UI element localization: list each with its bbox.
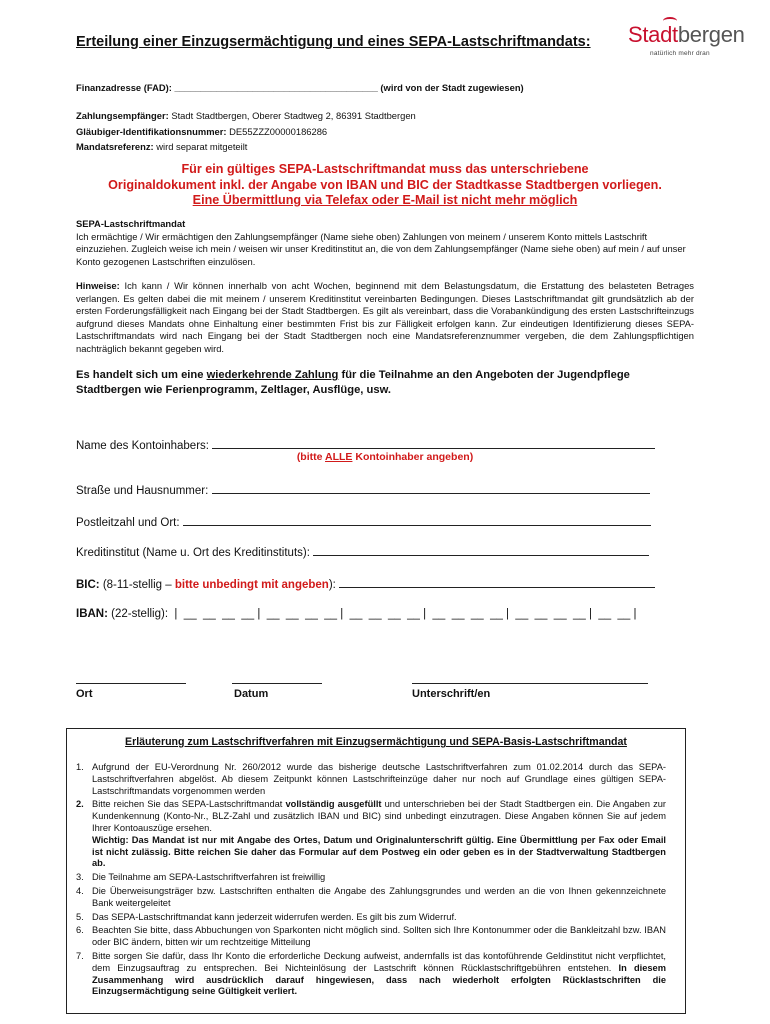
recurring-payment-note: Es handelt sich um eine wiederkehrende Zahlung für die Teilnahme an den Angeboten der Jugendpflege Stadtbergen wie Ferienprogramm, Zeltlager, Ausflüge, usw. — [76, 369, 630, 396]
mandate-heading: SEPA-Lastschriftmandat — [76, 218, 186, 229]
mandate-text: Ich ermächtige / Wir ermächtigen den Zahlungsempfänger (Name siehe oben) Zahlungen von meinem / unserem Konto mittels Lastschrift einzuziehen. Zugleich weise ich mein / weisen wir unser Kreditinstitut an, die von dem Zahlungsempfänger (Name siehe oben) auf mein / auf unser Konto gezogenen Lastschriften einzulösen. — [76, 230, 686, 267]
explanation-title: Erläuterung zum Lastschriftverfahren mit Einzugsermächtigung und SEPA-Basis-Lastschriftmandat — [125, 736, 627, 748]
hint-paragraph: Hinweise: Ich kann / Wir können innerhalb von acht Wochen, beginnend mit dem Belastungsdatum, die Erstattung des belasteten Betrages verlangen. Es gelten dabei die mit meinem / unserem Kreditinstitut vereinbarten Bedingungen. Dieses Lastschriftmandat gilt grundsätzlich ab der ersten Forderungsfälligkeit nach Eingang bei der Stadt Stadtbergen. Es gilt als vereinbart, dass die Vorabankündigung des ersten Lastschrifteinzugs aufgrund dieses Mandats ohne Einhaltung einer bestimmten Frist bis zur Fälligkeit erfolgen kann. Zur eindeutigen Identifizierung dieses SEPA-Lastschriftmandats wird nach Eingang bei der Stadt Stadtbergen noch eine Mandatsreferenznummer vergeben, die dem Zahlungspflichtigen nachträglich bekannt gegeben wird. — [76, 280, 694, 354]
account-holder-line[interactable] — [212, 438, 655, 449]
logo-tagline: natürlich mehr dran — [650, 50, 710, 57]
bank-field[interactable]: Kreditinstitut (Name u. Ort des Kreditinstituts): — [76, 545, 649, 559]
account-holder-hint: (bitte ALLE Kontoinhaber angeben) — [296, 451, 474, 463]
bic-field[interactable]: BIC: (8-11-stellig – bitte unbedingt mit angeben): — [76, 577, 655, 591]
signature-line[interactable] — [412, 683, 648, 684]
list-item: 4. Die Überweisungsträger bzw. Lastschriften enthalten die Angabe des Zahlungsgrundes und werden an die von Ihnen gekennzeichnete Bank weitergeleitet — [76, 885, 666, 908]
iban-field[interactable]: IBAN: (22-stellig): | __ __ __ __ | __ __ __ __ | __ __ __ __ | __ __ __ __ | __ __ __ __ | __ __ | — [76, 608, 637, 620]
logo-arc-icon — [663, 17, 677, 25]
creditor-id-row: Gläubiger-Identifikationsnummer: DE55ZZZ00000186286 — [76, 125, 328, 137]
signature-label: Unterschrift/en — [412, 688, 491, 700]
list-item: 2. Bitte reichen Sie das SEPA-Lastschriftmandat vollständig ausgefüllt und unterschrieben bei der Stadt Stadtbergen ein. Die Angaben zur Kundenkennung (Konto-Nr., BLZ-Zahl und zusätzlich IBAN und BIC) sind unbedingt einzutragen. Diese Angaben können Sie auf jedem Ihrer Kontoauszüge ersehen. Wichtig: Das Mandat ist nur mit Angabe des Ortes, Datum und Originalunterschrift gültig. Eine Übermittlung per Fax oder Email ist nicht zulässig. Bitte reichen Sie daher das Formular auf dem Postweg ein oder geben es in der Stadtverwaltung Stadtbergen ab. — [76, 799, 667, 869]
list-item: 1. Aufgrund der EU-Verordnung Nr. 260/2012 wurde das bisherige deutsche Lastschriftverfahren zum 01.02.2014 durch das SEPA-Lastschriftverfahren abgelöst. Ab diesem Zeitpunkt können Lastschrifteinzüge daher nur noch auf Grundlage eines gültigen SEPA-Lastschriftmandats vorgenommen werden — [76, 762, 666, 796]
validity-warning: Für ein gültiges SEPA-Lastschriftmandat muss das unterschriebene Originaldokument inkl. der Angabe von IBAN und BIC der Stadtkasse Stadtbergen vorliegen. Eine Übermittlung via Telefax oder E-Mail ist nicht mehr möglich — [108, 162, 662, 207]
list-item: 6. Beachten Sie bitte, dass Abbuchungen von Sparkonten nicht möglich sind. Sollten sich Ihre Kontonummer oder die Bankleitzahl bzw. IBAN oder BIC ändern, bitten wir um rechtzeitige Mitteilung — [76, 925, 666, 948]
street-field[interactable]: Straße und Hausnummer: — [76, 483, 650, 497]
zip-city-line[interactable] — [183, 515, 651, 526]
creditor-info — [76, 110, 416, 154]
stadtbergen-logo: Stadtbergen natürlich mehr dran — [628, 22, 728, 57]
mandate-ref-row: Mandatsreferenz: wird separat mitgeteilt — [76, 141, 248, 152]
explanation-list — [76, 762, 666, 1000]
date-label: Datum — [234, 688, 269, 700]
explanation-box — [66, 728, 686, 1014]
place-label: Ort — [76, 688, 93, 700]
zip-city-field[interactable]: Postleitzahl und Ort: — [76, 515, 651, 529]
list-item: 5. Das SEPA-Lastschriftmandat kann jederzeit widerrufen werden. Es gilt bis zum Widerruf. — [76, 911, 457, 922]
fad-row: Finanzadresse (FAD): _______________________________________ (wird von der Stadt zugewiesen) — [76, 82, 524, 93]
page-title: Erteilung einer Einzugsermächtigung und eines SEPA-Lastschriftmandats: — [76, 34, 591, 50]
account-holder-field[interactable]: Name des Kontoinhabers: — [76, 438, 655, 452]
payee-row: Zahlungsempfänger: Stadt Stadtbergen, Oberer Stadtweg 2, 86391 Stadtbergen — [76, 110, 416, 121]
bic-line[interactable] — [339, 577, 655, 588]
mandate-section — [76, 218, 694, 268]
place-line[interactable] — [76, 683, 186, 684]
list-item: 3. Die Teilnahme am SEPA-Lastschriftverfahren ist freiwillig — [76, 872, 326, 883]
bank-line[interactable] — [313, 545, 649, 556]
street-line[interactable] — [212, 483, 650, 494]
date-line[interactable] — [232, 683, 322, 684]
iban-slots[interactable]: | __ __ __ __ | __ __ __ __ | __ __ __ __ | __ __ __ __ | __ __ __ __ | __ __ | — [174, 608, 637, 620]
list-item: 7. Bitte sorgen Sie dafür, dass Ihr Konto die erforderliche Deckung aufweist, andernfalls ist das kontoführende Geldinstitut nicht verpflichtet, dem Einzugsauftrag zu entsprechen. Bei Nichteinlösung der Lastschrift können Rücklastschriftgebühren entstehen. In diesem Zusammenhang wird ausdrücklich darauf hingewiesen, dass nach wiederholt erfolgten Rücklastschriften die Einzugsermächtigung seine Gültigkeit verliert. — [76, 950, 666, 997]
